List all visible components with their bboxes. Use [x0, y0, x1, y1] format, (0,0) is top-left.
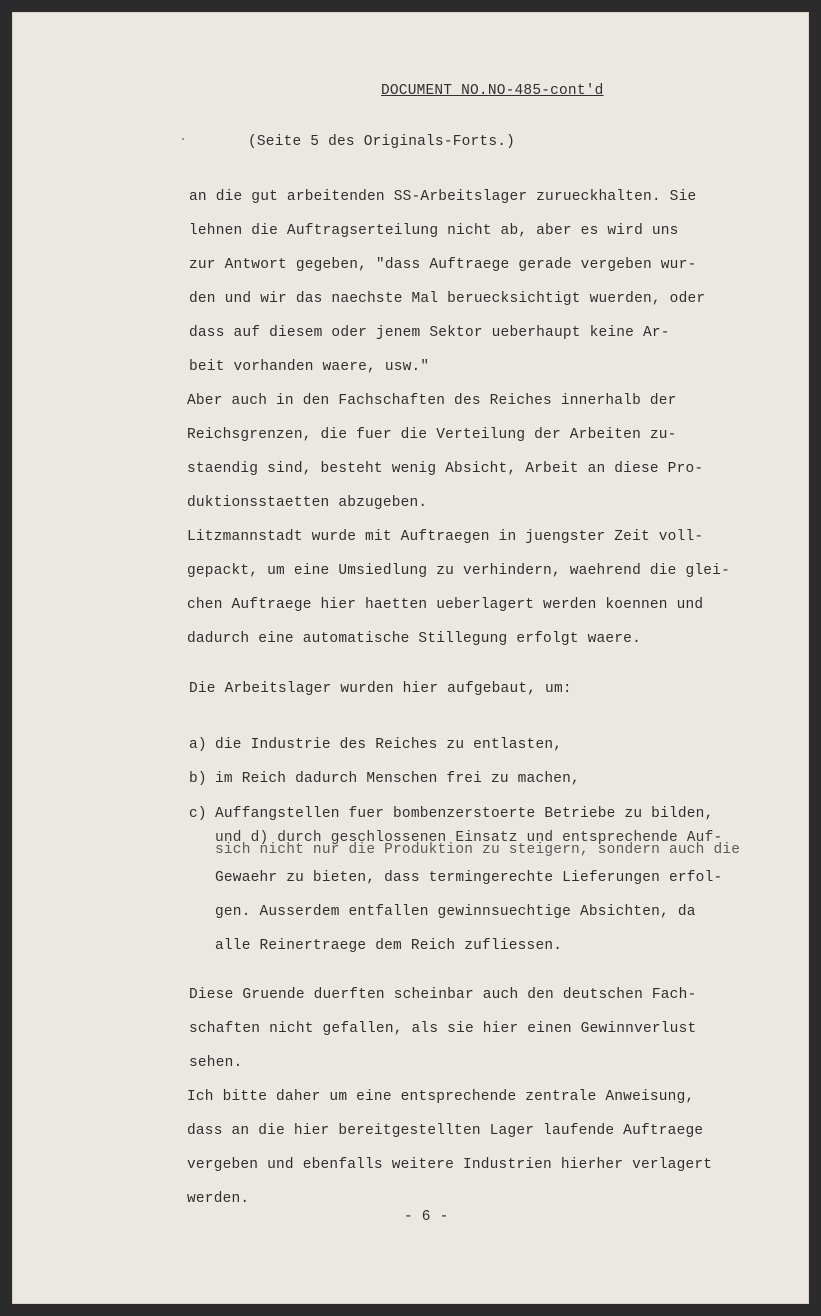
overstrike-line-upper: und d) durch geschlossenen Einsatz und entsprechende Auf- [215, 830, 723, 846]
text-line: staendig sind, besteht wenig Absicht, Arbeit an diese Pro- [187, 461, 704, 477]
text-line: den und wir das naechste Mal beruecksichtigt wuerden, oder [189, 291, 706, 307]
list-marker: a) [189, 737, 207, 753]
text-line: Litzmannstadt wurde mit Auftraegen in juengster Zeit voll- [187, 529, 704, 545]
text-line: gen. Ausserdem entfallen gewinnsuechtige Absichten, da [215, 904, 696, 920]
list-item-text: Auffangstellen fuer bombenzerstoerte Betriebe zu bilden, [215, 806, 714, 822]
text-line: werden. [187, 1191, 250, 1207]
list-item-text: die Industrie des Reiches zu entlasten, [215, 737, 563, 753]
text-line: Diese Gruende duerften scheinbar auch den deutschen Fach- [189, 987, 697, 1003]
text-line: Ich bitte daher um eine entsprechende zentrale Anweisung, [187, 1089, 695, 1105]
reasons-intro: Die Arbeitslager wurden hier aufgebaut, um: [189, 681, 572, 697]
document-page [12, 12, 809, 1304]
text-line: an die gut arbeitenden SS-Arbeitslager zurueckhalten. Sie [189, 189, 697, 205]
text-line: Aber auch in den Fachschaften des Reiches innerhalb der [187, 393, 677, 409]
page-number: - 6 - [404, 1209, 449, 1225]
text-line: dass auf diesem oder jenem Sektor ueberhaupt keine Ar- [189, 325, 670, 341]
text-line: lehnen die Auftragserteilung nicht ab, aber es wird uns [189, 223, 679, 239]
list-item-text: im Reich dadurch Menschen frei zu machen, [215, 771, 580, 787]
list-marker: b) [189, 771, 207, 787]
text-line: Reichsgrenzen, die fuer die Verteilung der Arbeiten zu- [187, 427, 677, 443]
text-line: sehen. [189, 1055, 243, 1071]
list-marker: c) [189, 806, 207, 822]
text-line: chen Auftraege hier haetten ueberlagert werden koennen und [187, 597, 704, 613]
overstrike-line-lower: sich nicht nur die Produktion zu steigern, sondern auch die [215, 842, 741, 858]
page-subtitle: (Seite 5 des Originals-Forts.) [248, 134, 516, 150]
text-line: dadurch eine automatische Stillegung erfolgt waere. [187, 631, 641, 647]
text-line: beit vorhanden waere, usw." [189, 359, 430, 375]
text-line: duktionsstaetten abzugeben. [187, 495, 428, 511]
text-line: zur Antwort gegeben, "dass Auftraege gerade vergeben wur- [189, 257, 697, 273]
document-reference: DOCUMENT NO.NO-485-cont'd [381, 83, 604, 99]
text-line: gepackt, um eine Umsiedlung zu verhindern, waehrend die glei- [187, 563, 730, 579]
text-line: schaften nicht gefallen, als sie hier einen Gewinnverlust [189, 1021, 697, 1037]
paper-speck [182, 138, 184, 140]
text-line: vergeben und ebenfalls weitere Industrien hierher verlagert [187, 1157, 713, 1173]
text-line: alle Reinertraege dem Reich zufliessen. [215, 938, 563, 954]
text-line: dass an die hier bereitgestellten Lager laufende Auftraege [187, 1123, 704, 1139]
text-line: Gewaehr zu bieten, dass termingerechte Lieferungen erfol- [215, 870, 723, 886]
